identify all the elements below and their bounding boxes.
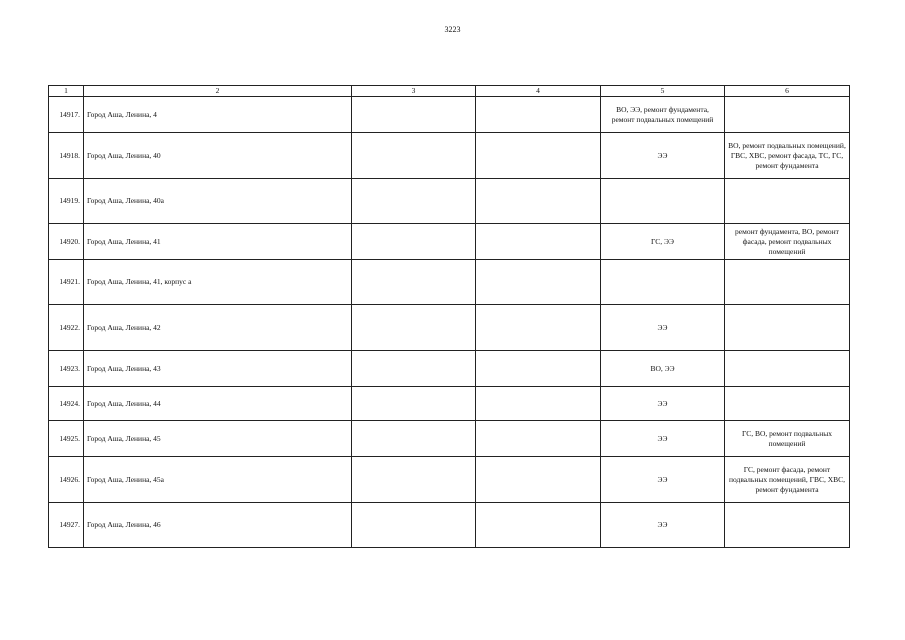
row-col4 (476, 133, 601, 179)
row-col3 (352, 421, 476, 457)
row-col5: ВО, ЭЭ (601, 351, 725, 387)
row-col6 (725, 305, 850, 351)
table-row (49, 305, 850, 351)
row-col3 (352, 503, 476, 548)
row-col4 (476, 97, 601, 133)
row-address: Город Аша, Ленина, 41 (84, 224, 352, 260)
row-col5: ЭЭ (601, 421, 725, 457)
row-col6 (725, 387, 850, 421)
row-col5: ЭЭ (601, 133, 725, 179)
row-col6: ремонт фундамента, ВО, ремонт фасада, ремонт подвальных помещений (725, 224, 850, 260)
table-row (49, 133, 850, 179)
row-number: 14924. (49, 387, 84, 421)
row-address: Город Аша, Ленина, 41, корпус а (84, 260, 352, 305)
row-col5: ЭЭ (601, 387, 725, 421)
row-col4 (476, 179, 601, 224)
column-header-4: 4 (476, 86, 601, 97)
row-address: Город Аша, Ленина, 40а (84, 179, 352, 224)
row-col4 (476, 224, 601, 260)
table-row (49, 387, 850, 421)
row-col4 (476, 260, 601, 305)
column-header-1: 1 (49, 86, 84, 97)
row-number: 14927. (49, 503, 84, 548)
row-col4 (476, 503, 601, 548)
row-col5: ГС, ЭЭ (601, 224, 725, 260)
row-col5: ЭЭ (601, 457, 725, 503)
row-col3 (352, 224, 476, 260)
row-col5: ВО, ЭЭ, ремонт фундамента, ремонт подвальных помещений (601, 97, 725, 133)
row-col3 (352, 97, 476, 133)
column-header-2: 2 (84, 86, 352, 97)
row-col3 (352, 179, 476, 224)
row-col6: ГС, ремонт фасада, ремонт подвальных помещений, ГВС, ХВС, ремонт фундамента (725, 457, 850, 503)
housing-repair-table (48, 85, 850, 548)
table-row (49, 179, 850, 224)
row-col6: ГС, ВО, ремонт подвальных помещений (725, 421, 850, 457)
row-number: 14922. (49, 305, 84, 351)
row-number: 14923. (49, 351, 84, 387)
row-col6: ВО, ремонт подвальных помещений, ГВС, ХВС, ремонт фасада, ТС, ГС, ремонт фундамента (725, 133, 850, 179)
row-col6 (725, 97, 850, 133)
page-number: 3223 (444, 25, 461, 34)
row-col3 (352, 133, 476, 179)
table-row (49, 97, 850, 133)
row-address: Город Аша, Ленина, 42 (84, 305, 352, 351)
row-col3 (352, 457, 476, 503)
row-col3 (352, 351, 476, 387)
row-number: 14917. (49, 97, 84, 133)
row-address: Город Аша, Ленина, 40 (84, 133, 352, 179)
column-header-3: 3 (352, 86, 476, 97)
column-header-5: 5 (601, 86, 725, 97)
row-col5 (601, 260, 725, 305)
table-header-row (49, 86, 850, 97)
row-number: 14918. (49, 133, 84, 179)
table-row (49, 421, 850, 457)
row-col3 (352, 387, 476, 421)
row-col4 (476, 457, 601, 503)
row-number: 14925. (49, 421, 84, 457)
row-col5 (601, 179, 725, 224)
row-number: 14920. (49, 224, 84, 260)
row-col6 (725, 351, 850, 387)
row-address: Город Аша, Ленина, 45 (84, 421, 352, 457)
row-col4 (476, 351, 601, 387)
table-row (49, 351, 850, 387)
row-number: 14926. (49, 457, 84, 503)
row-address: Город Аша, Ленина, 46 (84, 503, 352, 548)
row-number: 14921. (49, 260, 84, 305)
row-col5: ЭЭ (601, 503, 725, 548)
table-row (49, 224, 850, 260)
column-header-6: 6 (725, 86, 850, 97)
row-col3 (352, 305, 476, 351)
table-row (49, 457, 850, 503)
row-col4 (476, 305, 601, 351)
row-col6 (725, 503, 850, 548)
row-col6 (725, 179, 850, 224)
row-address: Город Аша, Ленина, 45а (84, 457, 352, 503)
row-address: Город Аша, Ленина, 4 (84, 97, 352, 133)
table-row (49, 260, 850, 305)
row-col4 (476, 387, 601, 421)
table-row (49, 503, 850, 548)
row-address: Город Аша, Ленина, 44 (84, 387, 352, 421)
row-col3 (352, 260, 476, 305)
row-address: Город Аша, Ленина, 43 (84, 351, 352, 387)
row-number: 14919. (49, 179, 84, 224)
row-col5: ЭЭ (601, 305, 725, 351)
row-col4 (476, 421, 601, 457)
row-col6 (725, 260, 850, 305)
